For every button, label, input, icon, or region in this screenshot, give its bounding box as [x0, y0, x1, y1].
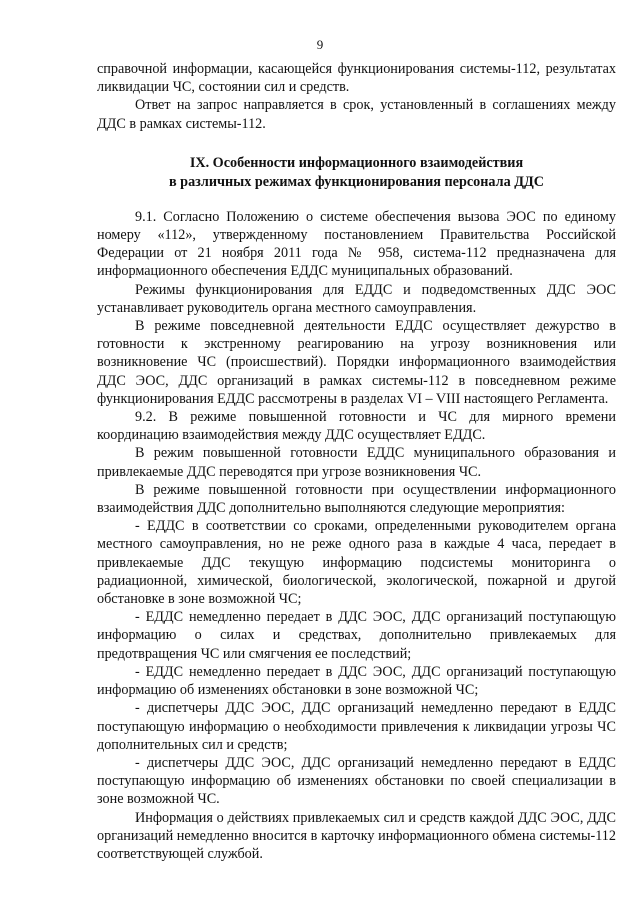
- page-number: 9: [316, 37, 324, 52]
- paragraph: Информация о действиях привлекаемых сил и средств каждой ДДС ЭОС, ДДС организаций немедленно вносится в карточку информационного обмена системы-112 соответствующей службой.: [97, 809, 616, 862]
- page-content: [97, 60, 616, 863]
- paragraph: В режиме повышенной готовности при осуществлении информационного взаимодействия ДДС дополнительно выполняются следующие мероприятия:: [97, 481, 616, 517]
- section-heading: [97, 154, 616, 192]
- list-item: - ЕДДС немедленно передает в ДДС ЭОС, ДДС организаций поступающую информацию о силах и средствах, дополнительно привлекаемых для предотвращения ЧС или смягчения ее последствий;: [97, 609, 616, 662]
- paragraph: В режим повышенной готовности ЕДДС муниципального образования и привлекаемые ДДС переводятся при угрозе возникновения ЧС.: [97, 445, 616, 480]
- section-heading-line-1: IX. Особенности информационного взаимодействия: [189, 154, 524, 171]
- paragraph: 9.1. Согласно Положению о системе обеспечения вызова ЭОС по единому номеру «112», утвержденному постановлением Правительства Российской Федерации от 21 ноября 2011 года № 958, система-112 предназначена для информационного обеспечения ЕДДС муниципальных образований.: [97, 208, 616, 280]
- paragraph-continuation: справочной информации, касающейся функционирования системы-112, результатах ликвидации ЧС, состоянии сил и средств.: [97, 61, 616, 96]
- paragraph: В режиме повседневной деятельности ЕДДС осуществляет дежурство в готовности к экстренному реагированию на угрозу возникновения или возникновение ЧС (происшествий). Порядки информационного взаимодействия ДДС ЭОС, ДДС организаций в рамках системы-112 в повседневном режиме функционирования ЕДДС рассмотрены в разделах VI – VIII настоящего Регламента.: [97, 318, 616, 407]
- list-item: - ЕДДС немедленно передает в ДДС ЭОС, ДДС организаций поступающую информацию об изменениях обстановки в зоне возможной ЧС;: [97, 663, 616, 699]
- section-heading-line-2: в различных режимах функционирования персонала ДДС: [168, 173, 545, 190]
- list-item: - ЕДДС в соответствии со сроками, определенными руководителем органа местного самоуправления, но не реже одного раза в каждые 4 часа, передает в привлекаемые ДДС текущую информацию подсистемы мониторинга о радиационной, химической, биологической, экологической, пожарной и другой обстановке в зоне возможной ЧС;: [97, 518, 616, 608]
- list-item: - диспетчеры ДДС ЭОС, ДДС организаций немедленно передают в ЕДДС поступающую информацию об изменениях обстановки по своей специализации в зоне возможной ЧС.: [97, 754, 616, 808]
- paragraph: Режимы функционирования для ЕДДС и подведомственных ДДС ЭОС устанавливает руководитель органа местного самоуправления.: [97, 281, 616, 316]
- paragraph: 9.2. В режиме повышенной готовности и ЧС для мирного времени координацию взаимодействия между ДДС осуществляет ЕДДС.: [97, 409, 616, 444]
- list-item: - диспетчеры ДДС ЭОС, ДДС организаций немедленно передают в ЕДДС поступающую информацию о необходимости привлечения к ликвидации угрозы ЧС дополнительных сил и средств;: [97, 700, 616, 753]
- paragraph: Ответ на запрос направляется в срок, установленный в соглашениях между ДДС в рамках системы-112.: [97, 97, 616, 132]
